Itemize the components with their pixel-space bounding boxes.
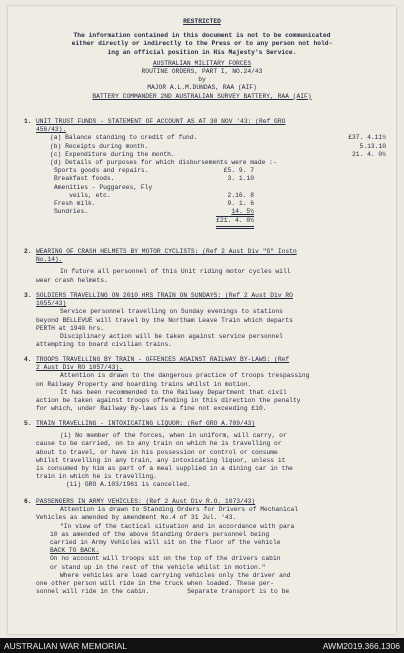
paragraph-line: for which, under Railway By-laws is a fine not exceeding £10.	[36, 405, 267, 413]
paragraph-line: PERTH at 1940 hrs.	[36, 324, 105, 332]
paragraph-line: beyond BELLEVUE will travel by the Northam Leave Train which departs	[36, 316, 293, 324]
paragraph-line: or stand up in the rest of the vehicle whilst in motion."	[50, 563, 266, 571]
section-heading-cont: 1055/43)	[36, 300, 67, 308]
document-header	[22, 18, 382, 101]
document-page	[8, 6, 396, 634]
paragraph-line: "In view of the tactical situation and in accordance with para	[60, 522, 295, 530]
paragraph-line: (ii) GRO A.103/1961 is cancelled.	[66, 481, 191, 489]
force-title: AUSTRALIAN MILITARY FORCES	[152, 59, 252, 67]
disbursement-row: veils, etc. 2.16. 8	[54, 191, 254, 199]
footer-accession-number: AWM2019.366.1306	[322, 640, 400, 651]
by-line: by	[198, 76, 206, 84]
paragraph-line: train in which he is travelling.	[36, 473, 157, 481]
paragraph-line: action be taken against troops offending in this direction the penalty	[36, 397, 301, 405]
disbursement-total-row	[36, 216, 386, 228]
section-3	[24, 292, 386, 349]
warning-line-2: either directly or indirectly to the Press or to any person not hold-	[71, 40, 333, 48]
section-1	[24, 118, 386, 229]
warning-line-3: ing an official position in His Majesty's Service.	[107, 48, 297, 56]
disbursement-row: Sundries. 14. 5½	[54, 208, 254, 216]
section-5	[24, 420, 386, 490]
section-4	[24, 356, 386, 413]
section-heading-cont: 2 Aust Div RO 1057/43).	[36, 364, 123, 372]
classification-stamp: RESTRICTED	[183, 18, 221, 25]
paragraph-line: Attention is drawn to Standing Orders for Drivers of Mechanical	[60, 506, 299, 514]
paragraph-line: about to travel, or have in his possession or control or consume	[36, 448, 278, 456]
section-heading: SOLDIERS TRAVELLING ON 2010 HRS TRAIN ON SUNDAYS: (Ref 2 Aust Div RO	[36, 292, 293, 299]
section-number: 3.	[24, 292, 32, 299]
paragraph-line: BACK TO BACK.	[50, 547, 100, 555]
disbursement-row: Amenities - Puggarees, Fly	[54, 183, 153, 191]
orders-title: ROUTINE ORDERS, PART I, NO.24/43	[141, 68, 263, 76]
receipts-row: (b) Receipts during month. 5.13.10	[50, 142, 386, 150]
archive-footer	[0, 638, 404, 653]
paragraph-line: one other person will ride in the truck when loaded. These per-	[36, 580, 275, 588]
warning-line-1: The information contained in this document is not to be communicated	[73, 32, 331, 40]
author-line: MAJOR A.L.M.DUNDAS, RAA (AIF)	[147, 84, 257, 92]
disbursement-row: Breakfast foods. 3. 1.10	[54, 175, 254, 183]
paragraph-line: whilst travelling in any train, any intoxicating liquor, unless it	[36, 456, 286, 464]
unit-line: BATTERY COMMANDER 2ND AUSTRALIAN SURVEY BATTERY, RAA (AIF)	[92, 92, 312, 100]
disbursement-total: £21. 4. 0½	[216, 216, 254, 228]
section-heading-cont: No.14).	[36, 256, 63, 264]
section-heading: PASSENGERS IN ARMY VEHICLES: (Ref 2 Aust Div R.O. 1073/43)	[36, 498, 256, 505]
paragraph-line: Attention is drawn to the dangerous practice of troops trespassing	[60, 372, 310, 380]
section-number: 2.	[24, 248, 32, 255]
paragraph-line: cause to be carried, on to any train on which he is travelling or	[36, 440, 282, 448]
section-number: 6.	[24, 498, 32, 505]
disbursement-row: Sports goods and repairs. £5. 9. 7	[54, 167, 254, 175]
paragraph-line: Service personnel travelling on Sunday evenings to stations	[60, 308, 283, 316]
expenditure-row: (c) Expenditure during the month. 21. 4. 0½	[50, 150, 386, 158]
section-6	[24, 498, 386, 596]
paragraph-line: is consumed by him as part of a meal supplied in a dining car in the	[36, 465, 293, 473]
disbursement-row: Fresh milk. 9. 1. 6	[54, 200, 254, 208]
section-heading: WEARING OF CRASH HELMETS BY MOTOR CYCLISTS: (Ref 2 Aust Div "G" Instn	[36, 248, 297, 255]
paragraph-line: (i) No member of the forces, when in uniform, will carry, or	[60, 432, 287, 440]
paragraph-line: wear crash helmets.	[36, 276, 108, 284]
section-number: 5.	[24, 420, 32, 427]
paragraph-line: attempting to board civilian trains.	[36, 341, 173, 349]
section-heading: TROOPS TRAVELLING BY TRAIN - OFFENCES AGAINST RAILWAY BY-LAWS: (Ref	[36, 356, 290, 363]
disbursements-label: (d) Details of purposes for which disbursements were made :-	[50, 159, 277, 167]
section-2	[24, 248, 386, 285]
paragraph-line: Vehicles as amended by amendment No.4 of 31 Jul. '43.	[36, 514, 237, 522]
paragraph-line: On no account will troops sit on the top of the drivers cabin	[50, 555, 281, 563]
balance-row: (a) Balance standing to credit of fund. £37. 4.11½	[50, 134, 386, 142]
section-number: 1.	[24, 118, 32, 125]
paragraph-line: Where vehicles are load carrying vehicles only the driver and	[60, 571, 291, 579]
paragraph-line: Disciplinary action will be taken against service personnel	[60, 333, 283, 341]
section-number: 4.	[24, 356, 32, 363]
footer-institution: AUSTRALIAN WAR MEMORIAL	[4, 640, 127, 651]
paragraph-line: 10 as amended of the above Standing Orders personnel being	[50, 530, 270, 538]
paragraph-line: carried in Army Vehicles will sit on the floor of the vehicle	[50, 539, 281, 547]
section-heading: TRAIN TRAVELLING - INTOXICATING LIQUOR: (Ref GRO A.789/43)	[36, 420, 256, 427]
section-heading: UNIT TRUST FUNDS - STATEMENT OF ACCOUNT AS AT 30 NOV '43: (Ref GRO	[36, 118, 286, 125]
paragraph-line: sonnel will ride in the cabin. Separate transport is to be	[36, 588, 290, 596]
paragraph-line: In future all personnel of this Unit riding motor cycles will	[60, 268, 291, 276]
section-heading-cont: 456/43).	[36, 126, 67, 134]
paragraph-line: on Railway Property and boarding trains whilst in motion.	[36, 380, 252, 388]
paragraph-line: It has been recommended to the Railway Department that civil	[60, 388, 287, 396]
